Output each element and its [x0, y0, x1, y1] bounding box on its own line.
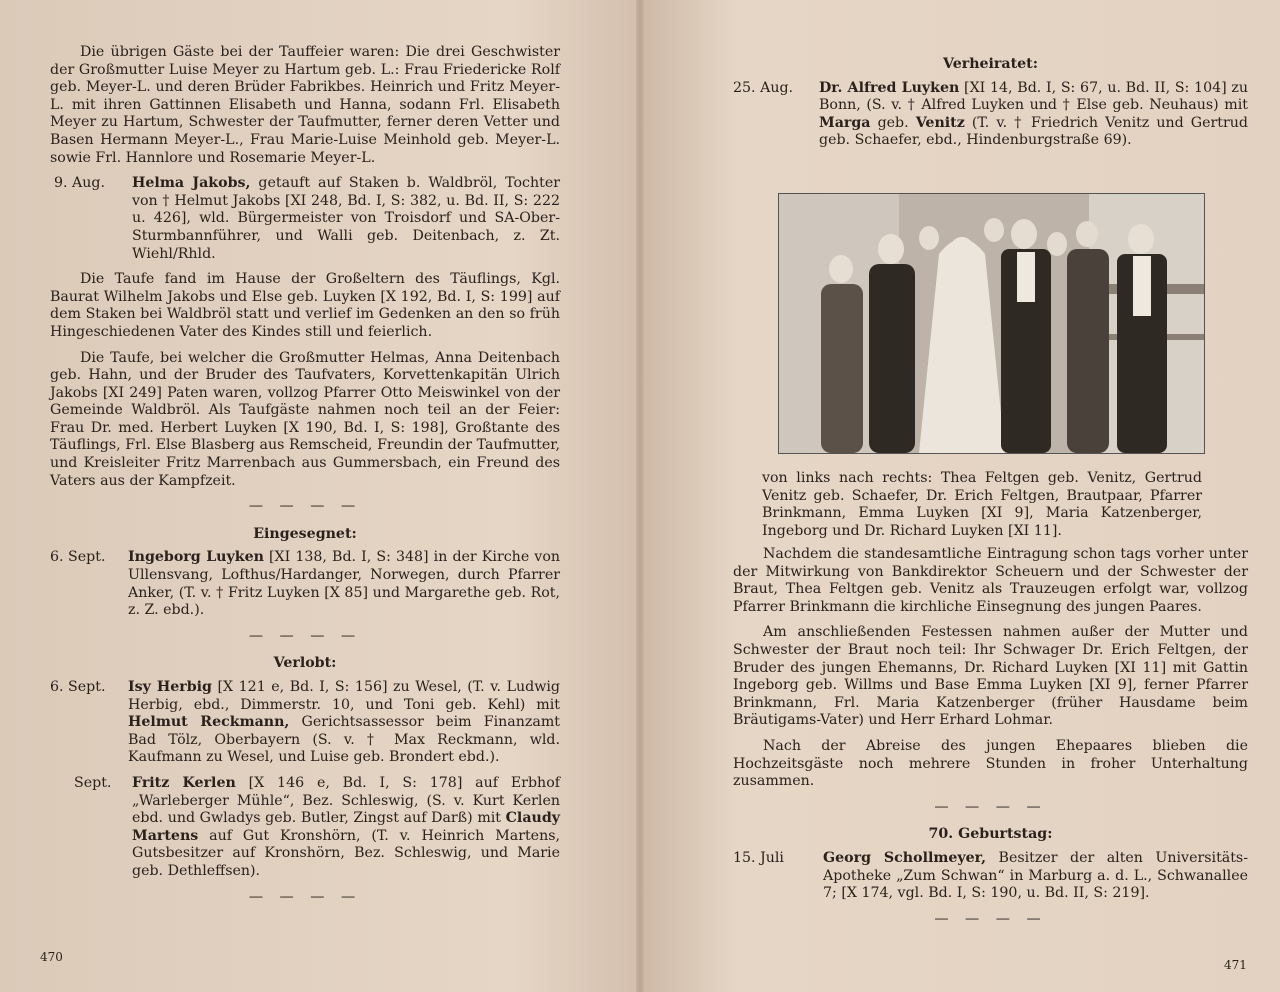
- person-name: Fritz Kerlen: [132, 774, 236, 791]
- section-heading-verheiratet: Verheiratet:: [943, 56, 1038, 72]
- entry-body: [819, 80, 1248, 150]
- entry-text: geb.: [870, 114, 916, 131]
- left-page-text: [50, 44, 560, 916]
- section-divider: — — — —: [248, 498, 362, 515]
- entry-text: [X 146 e, Bd. I, S: 178] auf Erbhof „Warleberger Mühle“, Bez. Schleswig, (S. v. Kurt Kerlen ebd. und Gwladys geb. Butler, Zingst auf Darß) mit: [132, 774, 560, 827]
- entry-date: 25. Aug.: [733, 79, 794, 96]
- entry-date: 6. Sept.: [50, 679, 106, 695]
- entry-text: (T. v. † Friedrich Venitz und Gertrud geb. Schaefer, ebd., Hindenburgstraße 69).: [819, 114, 1248, 149]
- person-name: Venitz: [915, 114, 965, 131]
- entry-text: [XI 14, Bd. I, S: 67, u. Bd. II, S: 104] zu Bonn, (S. v. † Alfred Luyken und † Else geb. Neuhaus) mit: [819, 79, 1248, 114]
- entry-confirmation: [50, 549, 560, 619]
- entry-text: getauft auf Staken b. Waldbröl, Tochter von † Helmut Jakobs [XI 248, Bd. I, S: 382, u. Bd. II, S: 222 u. 426], wld. Bürgermeister von Troisdorf und SA-Ober-Sturmbannführer, und Walli geb. Deitenbach, z. Zt. Wiehl/Rhld.: [132, 175, 561, 262]
- guests-paragraph: Die übrigen Gäste bei der Tauffeier waren: Die drei Geschwister der Großmutter Luise Meyer zu Hartum geb. L.: Frau Friedericke Rolf geb. Meyer-L. und deren Brüder Fabrikbes. Heinrich und Fritz Meyer-L. mit ihren Gattinnen Elisabeth und Hanna, sodann Frl. Elisabeth Meyer zu Hartum, Schwester der Taufmutter, ferner deren Vetter und Basen Hermann Meyer-L., Frau Marie-Luise Meinhold geb. Meyer-L. sowie Frl. Hannlore und Rosemarie Meyer-L.: [50, 44, 560, 166]
- page-number-right: 471: [1224, 958, 1247, 972]
- section-divider: — — — —: [934, 798, 1047, 815]
- section-divider: — — — —: [248, 888, 362, 905]
- person-name: Ingeborg Luyken: [128, 549, 264, 566]
- right-page-text-bottom: [762, 470, 1202, 548]
- section-divider: — — — —: [248, 627, 362, 644]
- entry-body: [132, 775, 560, 881]
- entry-date: 6. Sept.: [50, 549, 106, 566]
- wedding-paragraph-3: Nach der Abreise des jungen Ehepaares blieben die Hochzeitsgäste noch mehrere Stunden in froher Unterhaltung zusammen.: [733, 737, 1248, 790]
- section-heading-birthday: 70. Geburtstag:: [928, 826, 1053, 843]
- wedding-paragraph-2: Am anschließenden Festessen nahmen außer der Mutter und Schwester der Braut noch teil: Ihr Schwager Dr. Erich Feltgen, der Bruder des jungen Ehemanns, Dr. Richard Luyken [XI 11] mit Gattin Ingeborg geb. Willms und Base Emma Luyken [XI 9], ferner Pfarrer Brinkmann, Frl. Maria Katzenberger (früher Hausdame beim Bräutigams-Vater) und Herr Erhard Lohmar.: [733, 624, 1248, 729]
- section-heading-eingesegnet: Eingesegnet:: [253, 525, 357, 542]
- entry-body: [132, 175, 560, 263]
- entry-text: auf Gut Kronshörn, (T. v. Heinrich Martens, Gutsbesitzer auf Kronshörn, Bez. Schleswig, und Marie geb. Dethleffsen).: [132, 827, 560, 879]
- entry-date: Sept.: [74, 774, 112, 791]
- baptism-paragraph-1: Die Taufe fand im Hause der Großeltern des Täuflings, Kgl. Baurat Wilhelm Jakobs und Else geb. Luyken [X 192, Bd. I, S: 199] auf dem Staken bei Waldbröl statt und verlief im Gedenken an den so früh Hingeschiedenen Vater des Kindes still und feierlich.: [50, 271, 560, 340]
- section-heading-verlobt: Verlobt:: [273, 655, 337, 672]
- entry-text: [X 121 e, Bd. I, S: 156] zu Wesel, (T. v. Ludwig Herbig, ebd., Dimmerstr. 10, und Toni geb. Kehl) mit: [128, 679, 560, 713]
- section-divider: — — — —: [934, 910, 1047, 927]
- wedding-paragraph-1: Nachdem die standesamtliche Eintragung schon tags vorher unter der Mitwirkung von Bankdirektor Scheuern und der Schwester der Braut, Thea Feltgen geb. Venitz als Trauzeugen erfolgt war, vollzog Pfarrer Brinkmann die kirchliche Einsegnung des jungen Paares.: [733, 546, 1248, 615]
- entry-marriage: [733, 80, 1248, 150]
- person-name: Marga: [819, 114, 871, 131]
- person-name: Claudy Martens: [132, 810, 560, 844]
- person-name: Helma Jakobs,: [132, 175, 251, 192]
- entry-date: 15. Juli: [733, 849, 784, 866]
- entry-text: [XI 138, Bd. I, S: 348] in der Kirche von Ullensvang, Lofthus/Hardanger, Norwegen, durch Pfarrer Anker, (T. v. † Fritz Luyken [X 85] und Margarethe geb. Rot, z. Z. ebd.).: [128, 549, 561, 619]
- person-name: Dr. Alfred Luyken: [819, 79, 960, 96]
- entry-body: [128, 549, 560, 619]
- person-name: Isy Herbig: [128, 679, 212, 695]
- photo-caption: von links nach rechts: Thea Feltgen geb. Venitz, Gertrud Venitz geb. Schaefer, Dr. Erich Feltgen, Brautpaar, Pfarrer Brinkmann, Emma Luyken [XI 9], Maria Katzenberger, Ingeborg und Dr. Richard Luyken [XI 11].: [762, 470, 1202, 539]
- entry-text: Besitzer der alten Universitäts-Apotheke „Zum Schwan“ in Marburg a. d. L., Schwanallee 7; [X 174, vgl. Bd. I, S: 190, u. Bd. II, S: 219].: [823, 849, 1249, 902]
- right-page-text-top: [733, 50, 1248, 158]
- right-page-text-main: [733, 546, 1248, 938]
- entry-body: [128, 679, 560, 767]
- person-name: Georg Schollmeyer,: [823, 849, 987, 866]
- person-name: Helmut Reckmann,: [128, 714, 290, 731]
- entry-body: [823, 850, 1248, 903]
- entry-engagement-2: [50, 775, 560, 881]
- entry-date: 9. Aug.: [54, 175, 106, 192]
- entry-baptism: [50, 175, 560, 263]
- baptism-paragraph-2: Die Taufe, bei welcher die Großmutter Helmas, Anna Deitenbach geb. Hahn, und der Bruder des Taufvaters, Korvettenkapitän Ulrich Jakobs [XI 249] Paten waren, vollzog Pfarrer Otto Meiswinkel von der Gemeinde Waldbröl. Als Taufgäste nahmen noch teil an der Feier: Frau Dr. med. Herbert Luyken [X 190, Bd. I, S: 198], Großtante des Täuflings, Frl. Else Blasberg aus Remscheid, Freundin der Taufmutter, und Kreisleiter Fritz Marrenbach aus Gummersbach, ein Freund des Vaters aus der Kampfzeit.: [50, 349, 560, 489]
- book-gutter: [636, 0, 644, 992]
- entry-birthday: [733, 850, 1248, 903]
- wedding-photo: [778, 193, 1205, 454]
- entry-engagement-1: [50, 679, 560, 767]
- entry-text: Gerichtsassessor beim Finanzamt Bad Tölz, Oberbayern (S. v. † Max Reckmann, wld. Kaufmann zu Wesel, und Luise geb. Brondert ebd.).: [128, 714, 560, 766]
- page-number-left: 470: [40, 950, 63, 964]
